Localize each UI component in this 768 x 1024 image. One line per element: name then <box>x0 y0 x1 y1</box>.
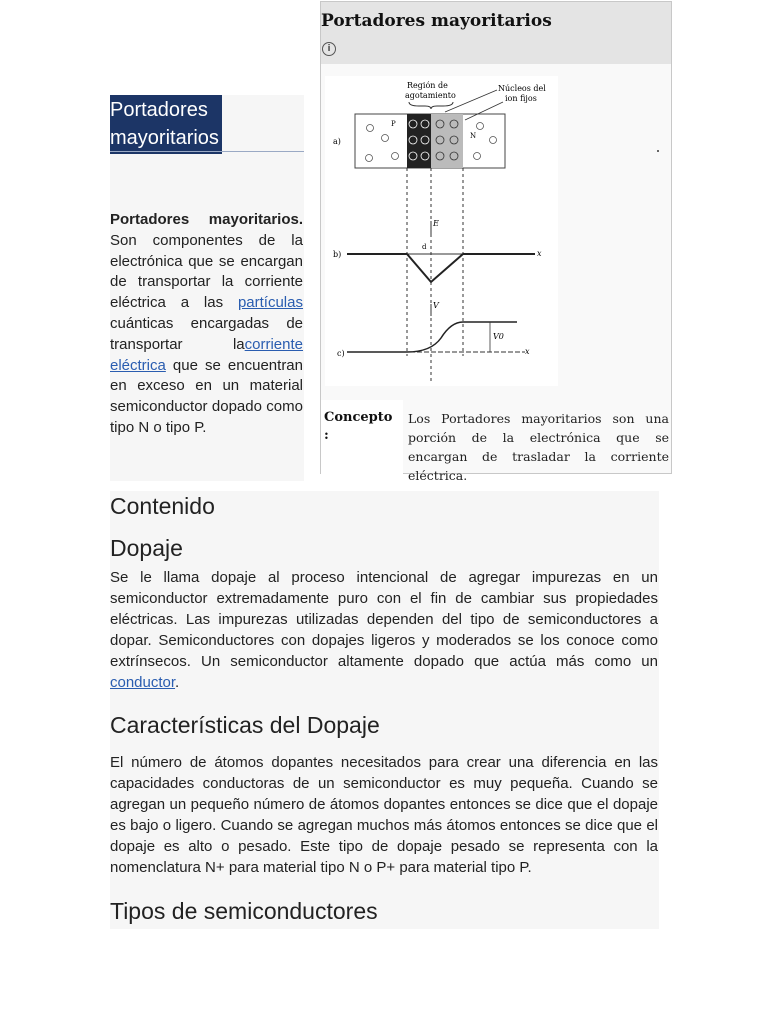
intro-text-3: que se encuentran en exceso en un material semiconductor dopado como tipo N o tipo P. <box>110 356 303 436</box>
label-p: P <box>391 120 396 128</box>
link-particulas[interactable]: partículas <box>237 294 303 312</box>
infobox-dot <box>657 150 659 152</box>
label-n: N <box>470 132 477 140</box>
label-b: b) <box>333 250 342 259</box>
pn-junction-diagram <box>325 76 558 386</box>
label-x-potential: x <box>525 347 530 356</box>
title-divider <box>110 151 304 152</box>
intro-text-2: cuánticas encargadas de transportar la <box>110 314 303 353</box>
label-x-field: x <box>537 249 542 258</box>
concept-label: Concepto : <box>324 410 393 443</box>
paragraph-caracteristicas: El número de átomos dopantes necesitados para crear una diferencia en las capacidades conductoras de un semiconductor es muy pequeña. Cuando se agregan un pequeño número de átomos dopantes entonces se dice que el dopaje es bajo o ligero. Cuando se agregan muchos más átomos entonces se dice que el dopaje es alto o pesado. Este tipo de dopaje pesado se representa con la nomenclatura N+ para material tipo N o P+ para material tipo P. <box>110 754 658 876</box>
label-nucleos: Núcleos del <box>498 84 546 93</box>
label-E: E <box>433 219 439 228</box>
page-title: Portadores mayoritarios <box>110 95 222 154</box>
heading-dopaje: Dopaje <box>110 535 183 561</box>
intro-bold: Portadores mayoritarios. <box>110 211 303 228</box>
link-conductor[interactable]: conductor <box>110 674 176 691</box>
intro-text-1: Son componentes de la electrónica que se encargan de transportar la corriente eléctrica a las <box>110 231 303 312</box>
infobox <box>320 1 672 483</box>
label-V: V <box>433 301 439 310</box>
infobox-header <box>321 2 671 64</box>
label-d: d <box>422 243 427 251</box>
dopaje-text-1: Se le llama dopaje al proceso intencional de agregar impurezas en un semiconductor extremadamente puro con el fin de cambiar sus propiedades eléctricas. Las impurezas utilizadas dependen del tipo de semiconductores a dopar. Semiconductores con dopajes ligeros y moderados se los conoce como extrínsecos. Un semiconductor altamente dopado que actúa más como un <box>110 569 658 670</box>
intro-paragraph <box>110 210 303 439</box>
label-V0: V0 <box>493 332 504 341</box>
label-c: c) <box>337 349 345 358</box>
label-region-2: agotamiento <box>405 91 456 100</box>
paragraph-dopaje <box>110 567 658 693</box>
link-corriente-electrica[interactable]: corriente eléctrica <box>110 335 303 374</box>
label-region: Región de <box>407 81 448 90</box>
label-a: a) <box>333 137 341 146</box>
dopaje-text-2: . <box>175 674 180 691</box>
heading-caracteristicas: Características del Dopaje <box>110 712 380 738</box>
infobox-title: Portadores mayoritarios <box>321 11 552 31</box>
concept-text: Los Portadores mayoritarios son una porción de la electrónica que se encargan de trasladar la corriente eléctrica. <box>408 411 669 483</box>
heading-tipos: Tipos de semiconductores <box>110 898 378 924</box>
label-nucleos-2: ion fijos <box>505 94 537 103</box>
heading-contenido: Contenido <box>110 493 215 519</box>
info-icon[interactable]: i <box>322 42 336 56</box>
